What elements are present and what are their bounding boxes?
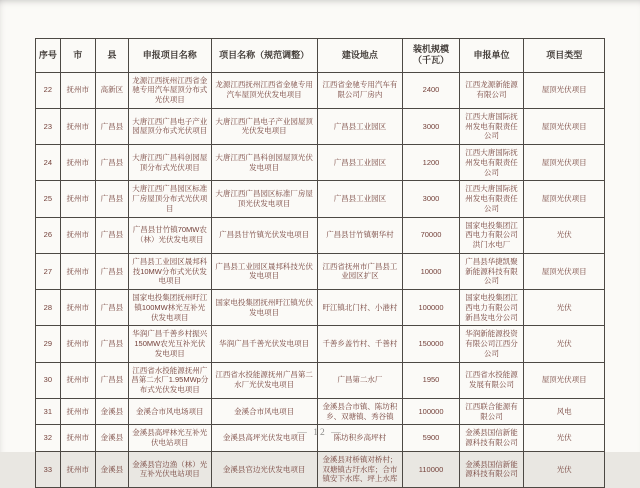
cell-type: 光伏 [524, 425, 605, 452]
cell-unit: 国家电投集团江西电力有限公司新昌发电分公司 [459, 290, 524, 326]
cell-capacity: 3000 [403, 181, 459, 217]
cell-location: 广昌县工业园区 [317, 145, 403, 181]
cell-declared: 金溪合市风电场项目 [128, 398, 211, 425]
cell-capacity: 150000 [403, 326, 459, 362]
cell-normalized: 江西省水投能源抚州广昌第二水厂光伏发电项目 [211, 362, 317, 398]
cell-normalized: 大唐江西广昌科创园屋顶光伏发电项目 [211, 145, 317, 181]
column-header-location: 建设地点 [317, 39, 403, 73]
cell-unit: 江西联合能源有限公司 [459, 398, 524, 425]
cell-type: 光伏 [524, 326, 605, 362]
cell-no: 25 [36, 181, 61, 217]
cell-unit: 金溪县国信新能源科技有限公司 [459, 451, 524, 487]
cell-type: 屋顶光伏项目 [524, 253, 605, 289]
cell-city: 抚州市 [60, 451, 95, 487]
table-row [36, 326, 605, 362]
cell-unit: 江西大唐国际抚州发电有限责任公司 [459, 181, 524, 217]
cell-unit: 国家电投集团江西电力有限公司洪门水电厂 [459, 217, 524, 253]
cell-capacity: 3000 [403, 108, 459, 144]
cell-unit: 广昌县华捷凯聚新能源科技有限公司 [459, 253, 524, 289]
cell-declared: 大唐江西广昌电子产业园屋顶分布式光伏项目 [128, 108, 211, 144]
cell-no: 27 [36, 253, 61, 289]
header-row [36, 39, 605, 73]
cell-county: 广昌县 [95, 253, 128, 289]
cell-county: 广昌县 [95, 217, 128, 253]
cell-county: 金溪县 [95, 451, 128, 487]
cell-declared: 金溪县官边渔（林）光互补光伏电站项目 [128, 451, 211, 487]
cell-capacity: 70000 [403, 217, 459, 253]
table-row [36, 145, 605, 181]
cell-declared: 江西省水投能源抚州广昌第二水厂1.95MWp分布式光伏发电项目 [128, 362, 211, 398]
column-header-no: 序号 [36, 39, 61, 73]
cell-type: 屋顶光伏项目 [524, 108, 605, 144]
column-header-unit: 申报单位 [459, 39, 524, 73]
cell-county: 金溪县 [95, 398, 128, 425]
cell-type: 屋顶光伏项目 [524, 72, 605, 108]
cell-city: 抚州市 [60, 398, 95, 425]
cell-county: 广昌县 [95, 108, 128, 144]
column-header-county: 县 [95, 39, 128, 73]
cell-unit: 金溪县国信新能源科技有限公司 [459, 425, 524, 452]
page-number: — 12 — [297, 428, 343, 438]
table-row [36, 217, 605, 253]
table-row [36, 72, 605, 108]
column-header-declared: 申报项目名称 [128, 39, 211, 73]
table-row [36, 362, 605, 398]
cell-capacity: 110000 [403, 451, 459, 487]
table-row [36, 253, 605, 289]
table-row [36, 451, 605, 487]
cell-declared: 华润广昌千善乡村振兴150MW农光互补光伏发电项目 [128, 326, 211, 362]
cell-type: 光伏 [524, 217, 605, 253]
cell-no: 24 [36, 145, 61, 181]
project-table [35, 38, 605, 488]
table-row [36, 108, 605, 144]
cell-no: 22 [36, 72, 61, 108]
cell-type: 屋顶光伏项目 [524, 362, 605, 398]
cell-no: 30 [36, 362, 61, 398]
cell-location: 广昌县工业园区 [317, 108, 403, 144]
cell-capacity: 1950 [403, 362, 459, 398]
cell-normalized: 大唐江西广昌电子产业园屋顶光伏发电项目 [211, 108, 317, 144]
cell-unit: 江西省水投能源发展有限公司 [459, 362, 524, 398]
cell-normalized: 广昌县工业园区晟邦科技光伏发电项目 [211, 253, 317, 289]
cell-type: 光伏 [524, 451, 605, 487]
cell-type: 光伏 [524, 290, 605, 326]
cell-city: 抚州市 [60, 145, 95, 181]
cell-city: 抚州市 [60, 72, 95, 108]
column-header-normalized: 项目名称（规范调整） [211, 39, 317, 73]
cell-location: 千善乡盖竹村、千善村 [317, 326, 403, 362]
cell-location: 广昌县甘竹镇朝华村 [317, 217, 403, 253]
cell-capacity: 10000 [403, 253, 459, 289]
column-header-capacity: 装机规模（千瓦） [403, 39, 459, 73]
column-header-city: 市 [60, 39, 95, 73]
cell-normalized: 金溪县高坪光伏发电项目 [211, 425, 317, 452]
cell-capacity: 2400 [403, 72, 459, 108]
cell-city: 抚州市 [60, 290, 95, 326]
column-header-type: 项目类型 [524, 39, 605, 73]
cell-normalized: 龙源江西抚州江西省金驰专用汽车屋顶光伏发电项目 [211, 72, 317, 108]
table-row [36, 181, 605, 217]
cell-normalized: 金溪县官边光伏发电项目 [211, 451, 317, 487]
cell-location: 金溪县合市镇、陈坊积乡、双塘镇、秀谷镇 [317, 398, 403, 425]
cell-no: 31 [36, 398, 61, 425]
cell-no: 23 [36, 108, 61, 144]
cell-county: 金溪县 [95, 425, 128, 452]
cell-normalized: 华润广昌千善光伏发电项目 [211, 326, 317, 362]
table-body [36, 72, 605, 488]
cell-location: 陈坊积乡高坪村 [317, 425, 403, 452]
cell-no: 26 [36, 217, 61, 253]
cell-city: 抚州市 [60, 181, 95, 217]
cell-city: 抚州市 [60, 425, 95, 452]
cell-capacity: 5900 [403, 425, 459, 452]
project-approval-table [35, 38, 605, 488]
cell-declared: 龙源江西抚州江西省金驰专用汽车屋顶分布式光伏项目 [128, 72, 211, 108]
cell-location: 江西省抚州市广昌县工业园区扩区 [317, 253, 403, 289]
cell-no: 28 [36, 290, 61, 326]
cell-normalized: 大唐江西广昌园区标准厂房屋顶光伏发电项目 [211, 181, 317, 217]
cell-type: 屋顶光伏项目 [524, 181, 605, 217]
cell-no: 29 [36, 326, 61, 362]
cell-county: 广昌县 [95, 326, 128, 362]
cell-declared: 金溪县高坪林光互补光伏电站项目 [128, 425, 211, 452]
cell-declared: 广昌县工业园区晟邦科技10MW分布式光伏发电项目 [128, 253, 211, 289]
cell-unit: 江西大唐国际抚州发电有限责任公司 [459, 145, 524, 181]
cell-declared: 大唐江西广昌园区标准厂房屋顶分布式光伏项目 [128, 181, 211, 217]
cell-city: 抚州市 [60, 108, 95, 144]
cell-normalized: 金溪合市风电项目 [211, 398, 317, 425]
table-row [36, 290, 605, 326]
cell-unit: 江西大唐国际抚州发电有限责任公司 [459, 108, 524, 144]
cell-location: 江西省金驰专用汽车有限公司厂房内 [317, 72, 403, 108]
cell-capacity: 100000 [403, 398, 459, 425]
table-header [36, 39, 605, 73]
cell-city: 抚州市 [60, 362, 95, 398]
cell-declared: 广昌县甘竹镇70MW农（林）光伏发电项目 [128, 217, 211, 253]
cell-unit: 华润新能源投资有限公司江西分公司 [459, 326, 524, 362]
cell-capacity: 1200 [403, 145, 459, 181]
cell-declared: 国家电投集团抚州旴江镇100MW林光互补光伏发电项目 [128, 290, 211, 326]
cell-unit: 江西龙源新能源有限公司 [459, 72, 524, 108]
cell-city: 抚州市 [60, 217, 95, 253]
cell-no: 33 [36, 451, 61, 487]
cell-location: 广昌第二水厂 [317, 362, 403, 398]
cell-county: 高新区 [95, 72, 128, 108]
cell-county: 广昌县 [95, 290, 128, 326]
cell-city: 抚州市 [60, 253, 95, 289]
cell-type: 风电 [524, 398, 605, 425]
cell-normalized: 广昌县甘竹镇光伏发电项目 [211, 217, 317, 253]
cell-county: 广昌县 [95, 181, 128, 217]
cell-location: 旴江镇北门村、小港村 [317, 290, 403, 326]
table-row [36, 398, 605, 425]
cell-declared: 大唐江西广昌科创园屋顶分布式光伏项目 [128, 145, 211, 181]
cell-normalized: 国家电投集团抚州旴江镇光伏发电项目 [211, 290, 317, 326]
cell-county: 广昌县 [95, 362, 128, 398]
cell-location: 广昌县工业园区 [317, 181, 403, 217]
cell-county: 广昌县 [95, 145, 128, 181]
cell-type: 屋顶光伏项目 [524, 145, 605, 181]
cell-location: 金溪县对桥镇对桥村；双塘镇古圩水库；合市镇安下水库、坪上水库 [317, 451, 403, 487]
cell-no: 32 [36, 425, 61, 452]
cell-capacity: 100000 [403, 290, 459, 326]
cell-city: 抚州市 [60, 326, 95, 362]
